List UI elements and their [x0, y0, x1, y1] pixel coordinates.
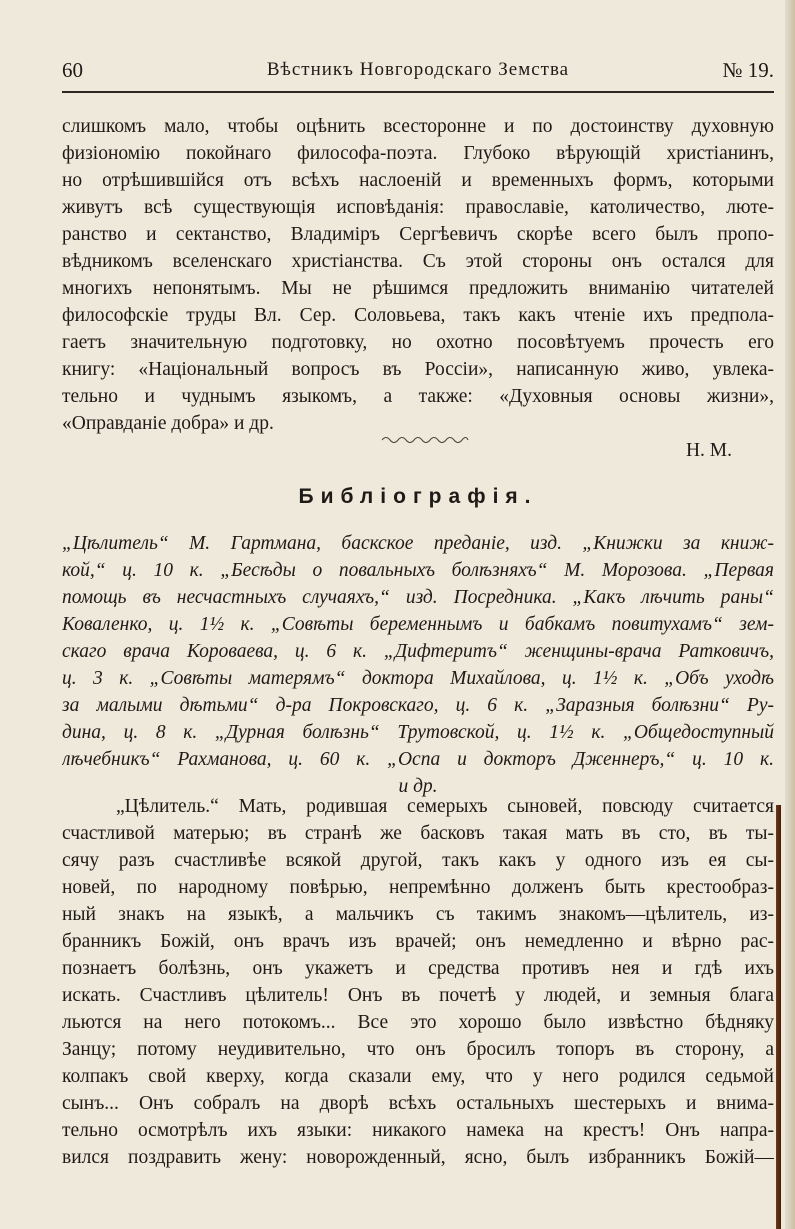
text-line: искать. Счастливъ цѣлитель! Онъ въ почетѣ у людей, и земныя блага [62, 985, 774, 1006]
text-line: тельно и чуднымъ языкомъ, а также: «Духовныя основы жизни», [62, 386, 774, 407]
header-rule [62, 91, 774, 93]
text-line: познаетъ болѣзнь, онъ укажетъ и средства противъ нея и гдѣ ихъ [62, 958, 774, 979]
page-number: 60 [62, 58, 83, 82]
text-line: ный знакъ на языкѣ, а мальчикъ съ такимъ знакомъ—цѣлитель, из- [62, 904, 774, 925]
issue-number: № 19. [722, 58, 774, 82]
text-line: сячу разъ счастливѣе всякой другой, такъ какъ у одного изъ ея сы- [62, 850, 774, 871]
article-paragraph [62, 113, 774, 464]
text-line: сынъ... Онъ собралъ на дворѣ всѣхъ остальныхъ шестерыхъ и внима- [62, 1093, 774, 1114]
bibliography-line: за малыми дѣтьми“ д-ра Покровскаго, ц. 6 к. „Заразныя болѣзни“ Ру- [62, 695, 774, 716]
journal-title: Вѣстникъ Новгородскаго Земства [266, 59, 570, 80]
text-line: колпакъ свой кверху, когда сказали ему, что у него родился седьмой [62, 1066, 774, 1087]
text-line: „Цѣлитель.“ Мать, родившая семерыхъ сыновей, повсюду считается [116, 796, 774, 817]
bibliography-line: дина, ц. 8 к. „Дурная болѣзнь“ Трутовской, ц. 1½ к. „Общедоступный [62, 722, 774, 743]
text-line: гаетъ значительную подготовку, но охотно посовѣтуемъ прочесть его [62, 332, 774, 353]
bibliography-line: помощь въ несчастныхъ случаяхъ,“ изд. Посредника. „Какъ лѣчить раны“ [62, 587, 774, 608]
text-line: живутъ всѣ существующія исповѣданія: православіе, католичество, люте- [62, 197, 774, 218]
bibliography-line: лѣчебникъ“ Рахманова, ц. 60 к. „Оспа и докторъ Дженнеръ,“ ц. 10 к. [62, 749, 774, 770]
text-line: «Оправданіе добра» и др. [62, 413, 274, 434]
book-spine [776, 805, 781, 1229]
page-header [62, 58, 774, 88]
text-line: но отрѣшившійся отъ всѣхъ наслоеній и временныхъ формъ, которыми [62, 170, 774, 191]
bibliography-list [62, 530, 774, 800]
text-line: Занцу; потому неудивительно, что онъ бросилъ топоръ въ сторону, а [62, 1039, 774, 1060]
text-line: вѣдникомъ вселенскаго христіанства. Съ этой стороны онъ остался для [62, 251, 774, 272]
text-line: слишкомъ мало, чтобы оцѣнить всесторонне и по достоинству духовную [62, 116, 774, 137]
bibliography-line: скаго врача Короваева, ц. 6 к. „Дифтеритъ“ женщины-врача Ратковичъ, [62, 641, 774, 662]
text-line: льются на него потокомъ... Все это хорошо было извѣстно бѣдняку [62, 1012, 774, 1033]
text-line: ранство и сектанство, Владиміръ Сергѣевичъ скорѣе всего былъ пропо- [62, 224, 774, 245]
text-line: многихъ непонятымъ. Мы не рѣшимся предложить вниманію читателей [62, 278, 774, 299]
bibliography-line: Коваленко, ц. 1½ к. „Совѣты беременнымъ и бабкамъ повитухамъ“ зем- [62, 614, 774, 635]
text-line: вился поздравить жену: новорожденный, ясно, былъ избранникъ Божій— [62, 1147, 774, 1168]
decorative-squiggle-divider [380, 434, 470, 446]
bibliography-line: кой,“ ц. 10 к. „Бесѣды о повальныхъ болѣзняхъ“ М. Морозова. „Первая [62, 560, 774, 581]
text-line: тельно осмотрѣлъ ихъ языки: никакого намека на крестъ! Онъ напра- [62, 1120, 774, 1141]
text-line: счастливой матерью; въ странѣ же басковъ такая мать въ сто, въ ты- [62, 823, 774, 844]
bibliography-line: и др. [398, 776, 438, 797]
author-signature: Н. М. [685, 440, 732, 461]
bibliography-line: ц. 3 к. „Совѣты матерямъ“ доктора Михайлова, ц. 1½ к. „Объ уходѣ [62, 668, 774, 689]
text-line: бранникъ Божій, онъ врачъ изъ врачей; онъ немедленно и вѣрно рас- [62, 931, 774, 952]
text-line: книгу: «Національный вопросъ въ Россіи», написанную живо, увлека- [62, 359, 774, 380]
bibliography-line: „Цѣлитель“ М. Гартмана, баскское преданіе, изд. „Книжки за книж- [62, 533, 774, 554]
section-title: Библіографія. [298, 485, 538, 508]
text-line: новей, по народному повѣрью, непремѣнно долженъ быть крестообраз- [62, 877, 774, 898]
review-paragraph [62, 793, 774, 1171]
text-line: физіономію покойнаго философа-поэта. Глубоко вѣрующій христіанинъ, [62, 143, 774, 164]
page-edge [785, 0, 795, 1229]
text-line: философскіе труды Вл. Сер. Соловьева, такъ какъ чтеніе ихъ предпола- [62, 305, 774, 326]
